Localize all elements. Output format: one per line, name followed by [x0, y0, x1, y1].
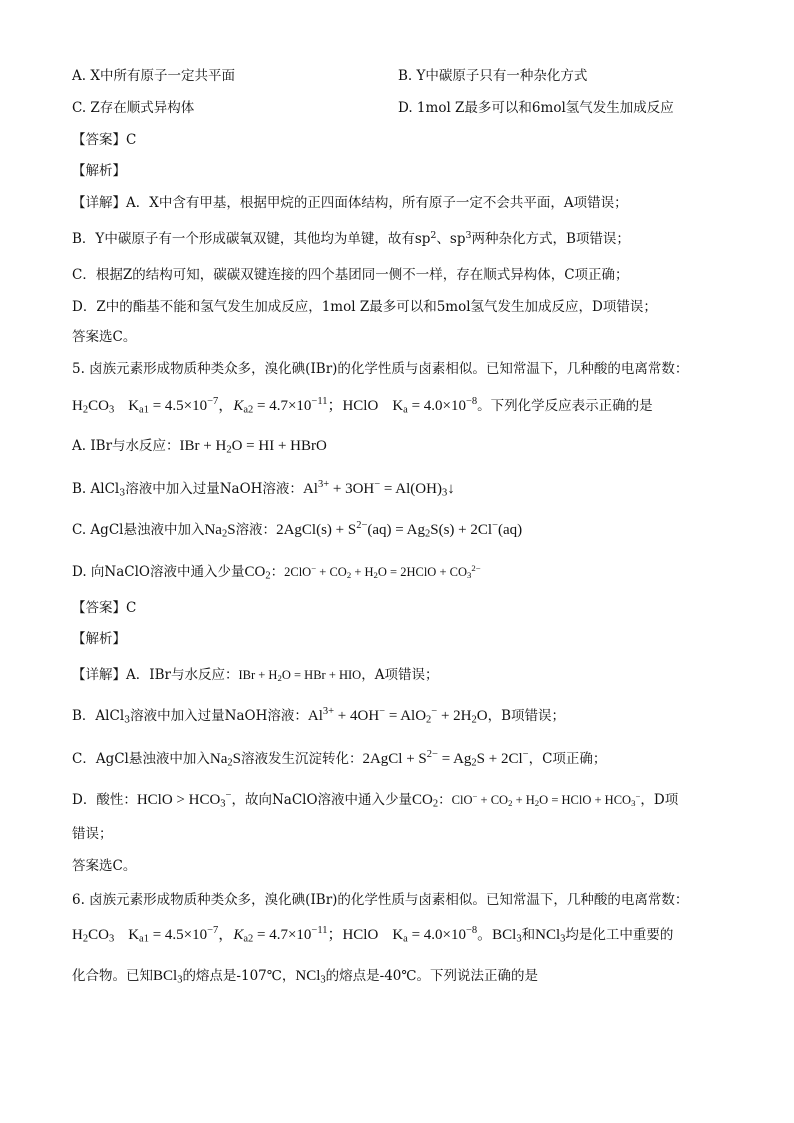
- detail-q5-a: 【详解】A．IBr与水反应：IBr + $H_2O$ = HBr + HIO，A项错误；: [72, 667, 439, 684]
- conclusion-q5: 答案选C。: [72, 858, 137, 874]
- answer-q4: 【答案】C: [72, 132, 137, 148]
- option-a: A. X中所有原子一定共平面: [72, 68, 235, 84]
- q6-line3: 化合物。已知BCl$_3$的熔点是-107℃，NCl$_3$的熔点是-40℃。下列说法正确的是: [72, 968, 538, 986]
- detail-q4-d: D．Z中的酯基不能和氢气发生加成反应，1mol Z最多可以和5mol氢气发生加成反应，D项错误；: [72, 299, 657, 315]
- question-6-stem: 6. 卤族元素形成物质种类众多，溴化碘(IBr)的化学性质与卤素相似。已知常温下，几种酸的电离常数：: [72, 892, 689, 908]
- analysis-label-q4: 【解析】: [72, 163, 126, 179]
- option-c: C. Z存在顺式异构体: [72, 100, 195, 116]
- detail-q4-c: C．根据Z的结构可知，碳碳双键连接的四个基团同一侧不一样，存在顺式异构体，C项正确；: [72, 267, 629, 283]
- answer-q5: 【答案】C: [72, 600, 137, 616]
- conclusion-q4: 答案选C。: [72, 329, 137, 345]
- detail-q5-c: C．AgCl悬浊液中加入$Na_2S$溶液发生沉淀转化：2AgCl + $S^{2-} = Ag_2S + 2Cl^-$，C项正确；: [72, 749, 607, 769]
- q5-option-d: D. 向NaClO溶液中通入少量$CO_2$：$2ClO^- + CO_2 + H_2O$ = 2HClO + $CO_3^{2-}$: [72, 563, 481, 582]
- detail-q4-b: B．Y中碳原子有一个形成碳氧双键，其他均为单键，故有$sp^2$、$sp^3$两种杂化方式，B项错误；: [72, 229, 630, 247]
- detail-q5-d: D．酸性：HClO > $HCO_3^-$，故向NaClO溶液中通入少量$CO_2$：$ClO^- + CO_2 + H_2O$ = HClO + $HCO_3^-$，D项: [72, 790, 679, 810]
- detail-q5-d-wrap: 错误；: [72, 826, 113, 842]
- q5-option-c: C. AgCl悬浊液中加入$Na_2S$溶液：2AgCl(s) + $S^{2-}(aq) = Ag_2S(s) + 2Cl^-(aq)$: [72, 520, 523, 540]
- option-d: D. 1mol Z最多可以和6mol氢气发生加成反应: [398, 100, 674, 116]
- acid-constants-q6: $H_2CO_3$ $K_{a1} = 4.5\times 10^{-7}$，$K_{a2} = 4.7\times 10^{-11}$；HClO $K_a = 4.0\times 10^{-8}$。BCl$_3$和NCl$_3$均是化工中重要的: [72, 925, 674, 945]
- detail-q5-b: B．AlCl$_3$溶液中加入过量NaOH溶液：$Al^{3+} + 4OH^- = AlO_2^- + 2H_2O$，B项错误；: [72, 706, 566, 726]
- analysis-label-q5: 【解析】: [72, 631, 126, 647]
- q5-option-b: B. AlCl$_3$溶液中加入过量NaOH溶液：$Al^{3+} + 3OH^-$ = $Al(OH)_3↓$: [72, 479, 455, 499]
- acid-constants-q5: $H_2CO_3$ $K_{a1} = 4.5\times 10^{-7}$，$K_{a2} = 4.7\times 10^{-11}$；HClO $K_a = 4.0\times 10^{-8}$。下列化学反应表示正确的是: [72, 396, 653, 416]
- option-b: B. Y中碳原子只有一种杂化方式: [398, 68, 588, 84]
- detail-q4-a: 【详解】A．X中含有甲基，根据甲烷的正四面体结构，所有原子一定不会共平面，A项错误；: [72, 195, 628, 211]
- q5-option-a: A. IBr与水反应：IBr + $H_2O$ = HI + HBrO: [72, 438, 327, 456]
- question-5-stem: 5. 卤族元素形成物质种类众多，溴化碘(IBr)的化学性质与卤素相似。已知常温下，几种酸的电离常数：: [72, 361, 689, 377]
